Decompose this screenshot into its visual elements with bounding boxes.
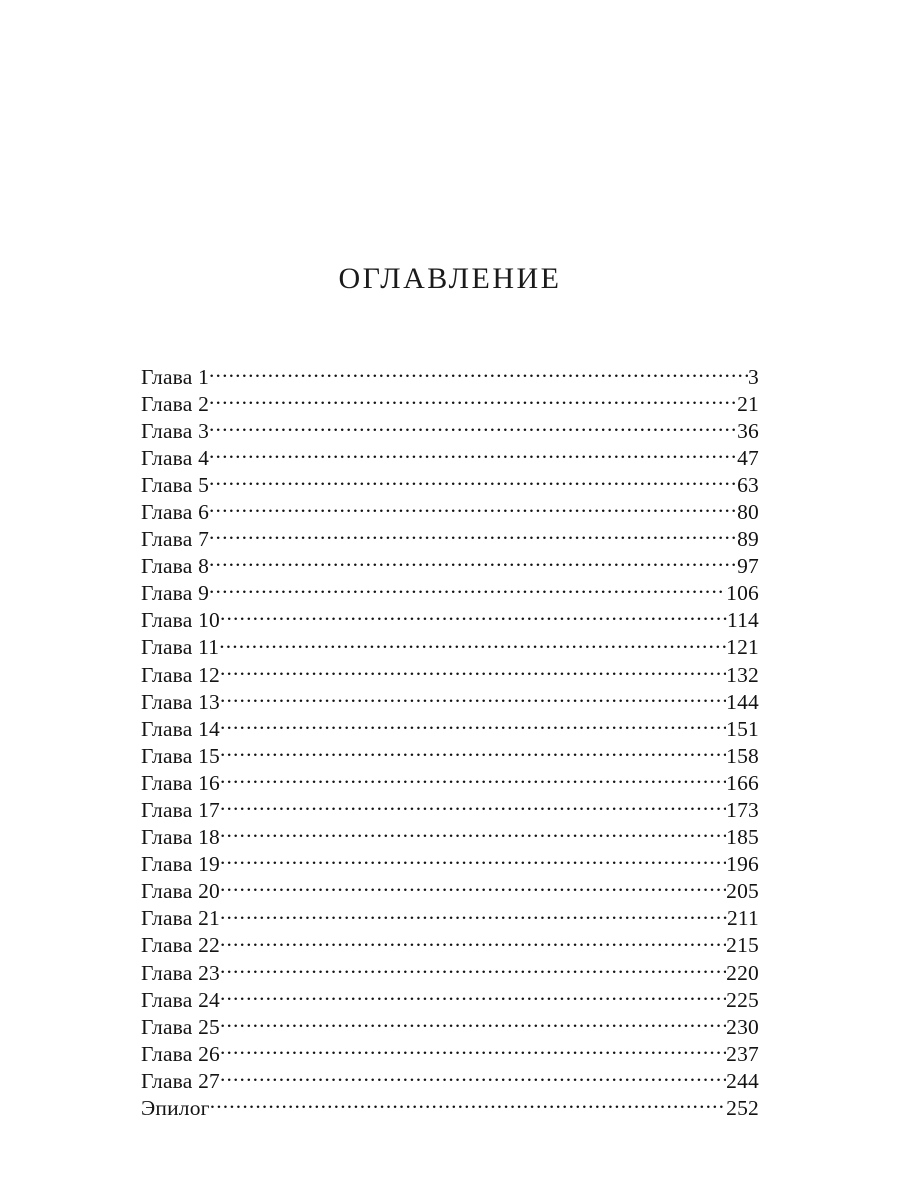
toc-entry-label: Глава 20	[141, 879, 220, 904]
toc-leader-dots	[220, 877, 726, 899]
toc-entry[interactable]	[141, 768, 759, 795]
toc-entry-label: Глава 22	[141, 933, 220, 958]
toc-entry-page-number: 166	[726, 770, 759, 795]
toc-leader-dots	[220, 1039, 726, 1061]
toc-entry[interactable]	[141, 470, 759, 497]
toc-leader-dots	[220, 606, 727, 628]
toc-leader-dots	[209, 470, 737, 492]
toc-leader-dots	[209, 579, 726, 601]
toc-entry[interactable]	[141, 1094, 759, 1121]
toc-entry-label: Эпилог	[141, 1096, 210, 1121]
toc-entry[interactable]	[141, 1066, 759, 1093]
toc-leader-dots	[220, 985, 726, 1007]
toc-leader-dots	[209, 389, 737, 411]
toc-entry-page-number: 47	[737, 445, 759, 470]
toc-leader-dots	[209, 552, 737, 574]
toc-entry-label: Глава 21	[141, 906, 220, 931]
toc-entry-label: Глава 18	[141, 825, 220, 850]
toc-entry[interactable]	[141, 443, 759, 470]
toc-entry-page-number: 36	[737, 418, 759, 443]
toc-leader-dots	[209, 525, 737, 547]
toc-entry[interactable]	[141, 1012, 759, 1039]
toc-entry-page-number: 205	[726, 879, 759, 904]
toc-entry-page-number: 106	[726, 581, 759, 606]
toc-entry-label: Глава 11	[141, 635, 220, 660]
toc-entry[interactable]	[141, 497, 759, 524]
toc-entry-label: Глава 7	[141, 527, 210, 552]
page-title: ОГЛАВЛЕНИЕ	[338, 262, 562, 295]
toc-entry[interactable]	[141, 416, 759, 443]
toc-leader-dots	[209, 443, 737, 465]
toc-entry-page-number: 3	[748, 364, 759, 389]
toc-entry[interactable]	[141, 606, 759, 633]
toc-leader-dots	[220, 660, 726, 682]
toc-entry[interactable]	[141, 823, 759, 850]
toc-entry-page-number: 230	[726, 1014, 759, 1039]
toc-leader-dots	[210, 1094, 726, 1116]
toc-entry[interactable]	[141, 958, 759, 985]
toc-entry[interactable]	[141, 931, 759, 958]
toc-leader-dots	[220, 741, 726, 763]
toc-leader-dots	[220, 850, 726, 872]
toc-entry-label: Глава 13	[141, 689, 220, 714]
toc-entry-label: Глава 24	[141, 987, 220, 1012]
toc-leader-dots	[220, 904, 727, 926]
toc-entry-page-number: 21	[737, 391, 759, 416]
toc-leader-dots	[209, 416, 737, 438]
toc-entry-label: Глава 23	[141, 960, 220, 985]
toc-leader-dots	[220, 823, 726, 845]
toc-entry-page-number: 97	[737, 554, 759, 579]
toc-leader-dots	[209, 362, 748, 384]
toc-entry-label: Глава 19	[141, 852, 220, 877]
toc-entry[interactable]	[141, 741, 759, 768]
toc-entry-page-number: 244	[726, 1068, 759, 1093]
toc-leader-dots	[209, 497, 737, 519]
toc-entry-page-number: 89	[737, 527, 759, 552]
toc-entry-label: Глава 10	[141, 608, 220, 633]
toc-entry-label: Глава 16	[141, 770, 220, 795]
toc-entry[interactable]	[141, 850, 759, 877]
toc-entry-page-number: 151	[726, 716, 759, 741]
toc-entry-page-number: 114	[726, 608, 759, 633]
toc-entry-page-number: 63	[737, 472, 759, 497]
toc-entry-page-number: 252	[726, 1096, 759, 1121]
toc-entry-page-number: 132	[726, 662, 759, 687]
toc-entry-label: Глава 14	[141, 716, 220, 741]
toc-entry-label: Глава 8	[141, 554, 210, 579]
table-of-contents-list	[141, 362, 759, 1121]
toc-entry-label: Глава 3	[141, 418, 210, 443]
toc-entry[interactable]	[141, 687, 759, 714]
toc-entry[interactable]	[141, 796, 759, 823]
toc-leader-dots	[220, 1012, 726, 1034]
toc-entry-page-number: 225	[726, 987, 759, 1012]
toc-entry[interactable]	[141, 633, 759, 660]
toc-leader-dots	[220, 714, 726, 736]
toc-entry[interactable]	[141, 552, 759, 579]
toc-entry-page-number: 80	[737, 499, 759, 524]
toc-entry[interactable]	[141, 525, 759, 552]
toc-leader-dots	[220, 931, 726, 953]
toc-leader-dots	[220, 687, 726, 709]
toc-leader-dots	[219, 633, 726, 655]
toc-entry[interactable]	[141, 904, 759, 931]
toc-entry-label: Глава 5	[141, 472, 210, 497]
toc-entry[interactable]	[141, 660, 759, 687]
toc-entry[interactable]	[141, 1039, 759, 1066]
toc-leader-dots	[220, 768, 726, 790]
toc-entry-page-number: 237	[726, 1041, 759, 1066]
toc-entry-page-number: 220	[726, 960, 759, 985]
toc-entry-page-number: 185	[726, 825, 759, 850]
toc-entry-page-number: 144	[726, 689, 759, 714]
toc-leader-dots	[220, 958, 726, 980]
toc-entry[interactable]	[141, 714, 759, 741]
toc-entry-page-number: 196	[726, 852, 759, 877]
toc-entry-page-number: 173	[726, 798, 759, 822]
toc-entry-label: Глава 2	[141, 391, 210, 416]
toc-entry[interactable]	[141, 389, 759, 416]
toc-entry-label: Глава 12	[141, 662, 220, 687]
toc-entry[interactable]	[141, 877, 759, 904]
toc-entry[interactable]	[141, 579, 759, 606]
toc-entry-page-number: 121	[726, 635, 759, 660]
toc-entry-page-number: 211	[726, 906, 759, 931]
toc-entry-label: Глава 15	[141, 743, 220, 768]
toc-entry-page-number: 215	[726, 933, 759, 958]
toc-leader-dots	[220, 1066, 726, 1088]
toc-entry-label: Глава 25	[141, 1014, 220, 1039]
toc-leader-dots	[220, 796, 726, 818]
toc-entry-label: Глава 1	[141, 364, 210, 389]
toc-entry-label: Глава 17	[141, 798, 220, 822]
toc-entry-label: Глава 6	[141, 499, 210, 524]
toc-entry-label: Глава 27	[141, 1068, 220, 1093]
toc-entry-label: Глава 26	[141, 1041, 220, 1066]
toc-entry-label: Глава 9	[141, 581, 210, 606]
toc-entry[interactable]	[141, 985, 759, 1012]
toc-entry-page-number: 158	[726, 743, 759, 768]
toc-entry[interactable]	[141, 362, 759, 389]
toc-entry-label: Глава 4	[141, 445, 210, 470]
